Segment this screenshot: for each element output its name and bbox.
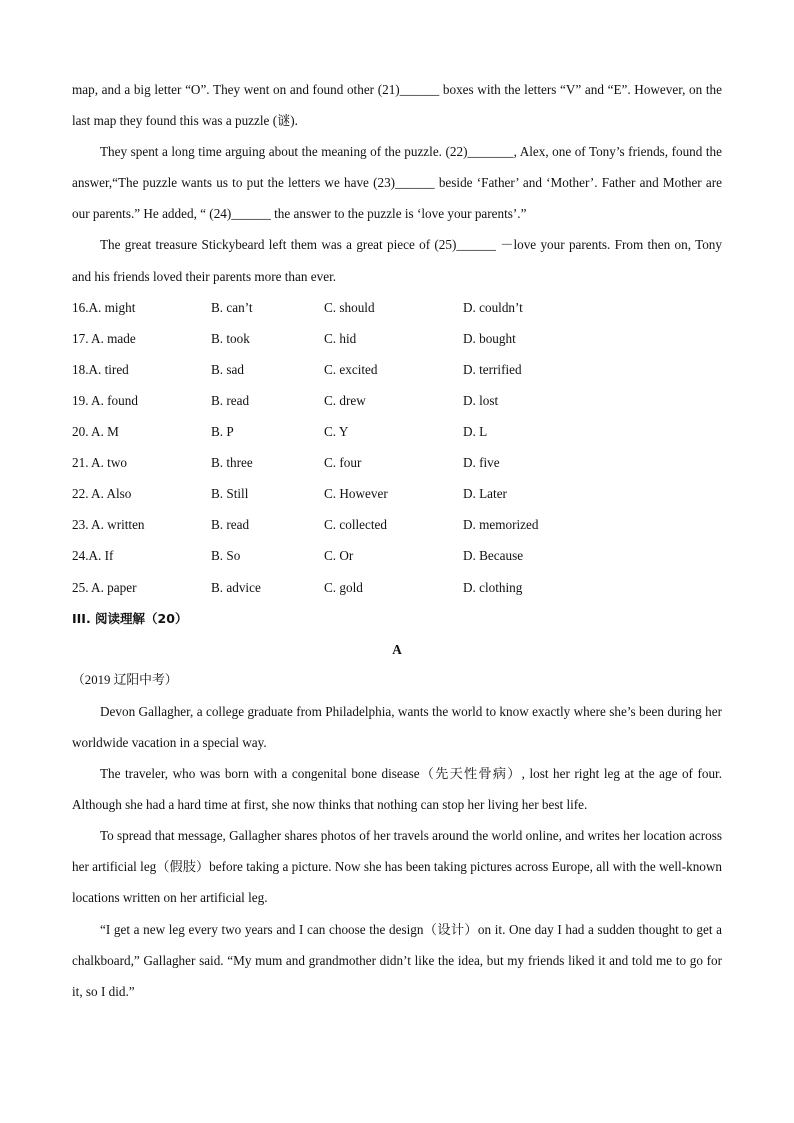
- option-row: [72, 509, 722, 540]
- option-a: 19. A. found: [72, 392, 138, 408]
- option-row: [72, 572, 722, 603]
- option-c: C. hid: [324, 330, 357, 346]
- option-a: 17. A. made: [72, 330, 136, 346]
- options-list: [72, 292, 722, 603]
- option-a: 23. A. written: [72, 517, 145, 533]
- option-c: C. collected: [324, 517, 387, 533]
- section-heading: III. 阅读理解（20）: [72, 610, 188, 626]
- option-c: C. However: [324, 486, 388, 502]
- option-d: D. bought: [463, 330, 516, 346]
- option-row: [72, 478, 722, 509]
- option-c: C. drew: [324, 392, 366, 408]
- option-d: D. Because: [463, 548, 524, 564]
- option-c: C. Y: [324, 424, 349, 440]
- option-row: [72, 354, 722, 385]
- reading-paragraph: Devon Gallagher, a college graduate from Philadelphia, wants the world to know exactly where she’s been during her worldwide vacation in a special way.: [72, 703, 722, 750]
- option-b: B. Still: [211, 486, 249, 502]
- option-b: B. three: [211, 455, 253, 471]
- option-d: D. couldn’t: [463, 299, 523, 315]
- option-row: [72, 323, 722, 354]
- option-row: [72, 447, 722, 478]
- option-d: D. lost: [463, 392, 499, 408]
- option-c: C. should: [324, 299, 375, 315]
- option-c: C. excited: [324, 361, 378, 377]
- option-d: D. Later: [463, 486, 507, 502]
- cloze-paragraph: They spent a long time arguing about the meaning of the puzzle. (22)_______, Alex, one of Tony’s friends, found the answer,“The puzzle wants us to put the letters we have (23)______ beside ‘Father’ and ‘Mother’. Father and Mother are our parents.” He added, “ (24)______ the answer to the puzzle is ‘love your parents’.”: [72, 144, 722, 222]
- option-a: 21. A. two: [72, 455, 127, 471]
- part-label: A: [392, 641, 402, 657]
- option-row: [72, 416, 722, 447]
- option-d: D. L: [463, 424, 488, 440]
- option-d: D. clothing: [463, 579, 523, 595]
- option-b: B. read: [211, 392, 250, 408]
- option-a: 18.A. tired: [72, 361, 129, 377]
- option-c: C. Or: [324, 548, 354, 564]
- document-page: [72, 74, 722, 1007]
- option-b: B. read: [211, 517, 250, 533]
- cloze-paragraph: map, and a big letter “O”. They went on and found other (21)______ boxes with the letters “V” and “E”. However, on the last map they found this was a puzzle (谜).: [72, 82, 722, 129]
- option-a: 25. A. paper: [72, 579, 137, 595]
- option-a: 16.A. might: [72, 299, 136, 315]
- reading-paragraph: “I get a new leg every two years and I can choose the design（设计）on it. One day I had a sudden thought to get a chalkboard,” Gallagher said. “My mum and grandmother didn’t like the idea, but my friends liked it and told me to go for it, so I did.”: [72, 921, 722, 999]
- reading-paragraph: To spread that message, Gallagher shares photos of her travels around the world online, and writes her location across her artificial leg（假肢）before taking a picture. Now she has been taking pictures across Europe, all with the well-known locations written on her artificial leg.: [72, 828, 722, 906]
- option-d: D. memorized: [463, 517, 539, 533]
- option-b: B. sad: [211, 361, 244, 377]
- option-c: C. gold: [324, 579, 363, 595]
- option-a: 20. A. M: [72, 424, 119, 440]
- option-row: [72, 385, 722, 416]
- option-row: [72, 540, 722, 571]
- reading-paragraph: The traveler, who was born with a congenital bone disease（先天性骨病）, lost her right leg at the age of four. Although she had a hard time at first, she now thinks that nothing can stop her living her best life.: [72, 766, 722, 813]
- option-d: D. terrified: [463, 361, 522, 377]
- option-a: 24.A. If: [72, 548, 114, 564]
- option-c: C. four: [324, 455, 362, 471]
- option-b: B. took: [211, 330, 250, 346]
- option-row: [72, 292, 722, 323]
- source-note: （2019 辽阳中考）: [72, 672, 178, 687]
- option-d: D. five: [463, 455, 500, 471]
- option-b: B. can’t: [211, 299, 253, 315]
- option-a: 22. A. Also: [72, 486, 132, 502]
- option-b: B. advice: [211, 579, 261, 595]
- option-b: B. So: [211, 548, 241, 564]
- cloze-paragraph: The great treasure Stickybeard left them was a great piece of (25)______ －love your parents. From then on, Tony and his friends loved their parents more than ever.: [72, 237, 722, 284]
- option-b: B. P: [211, 424, 234, 440]
